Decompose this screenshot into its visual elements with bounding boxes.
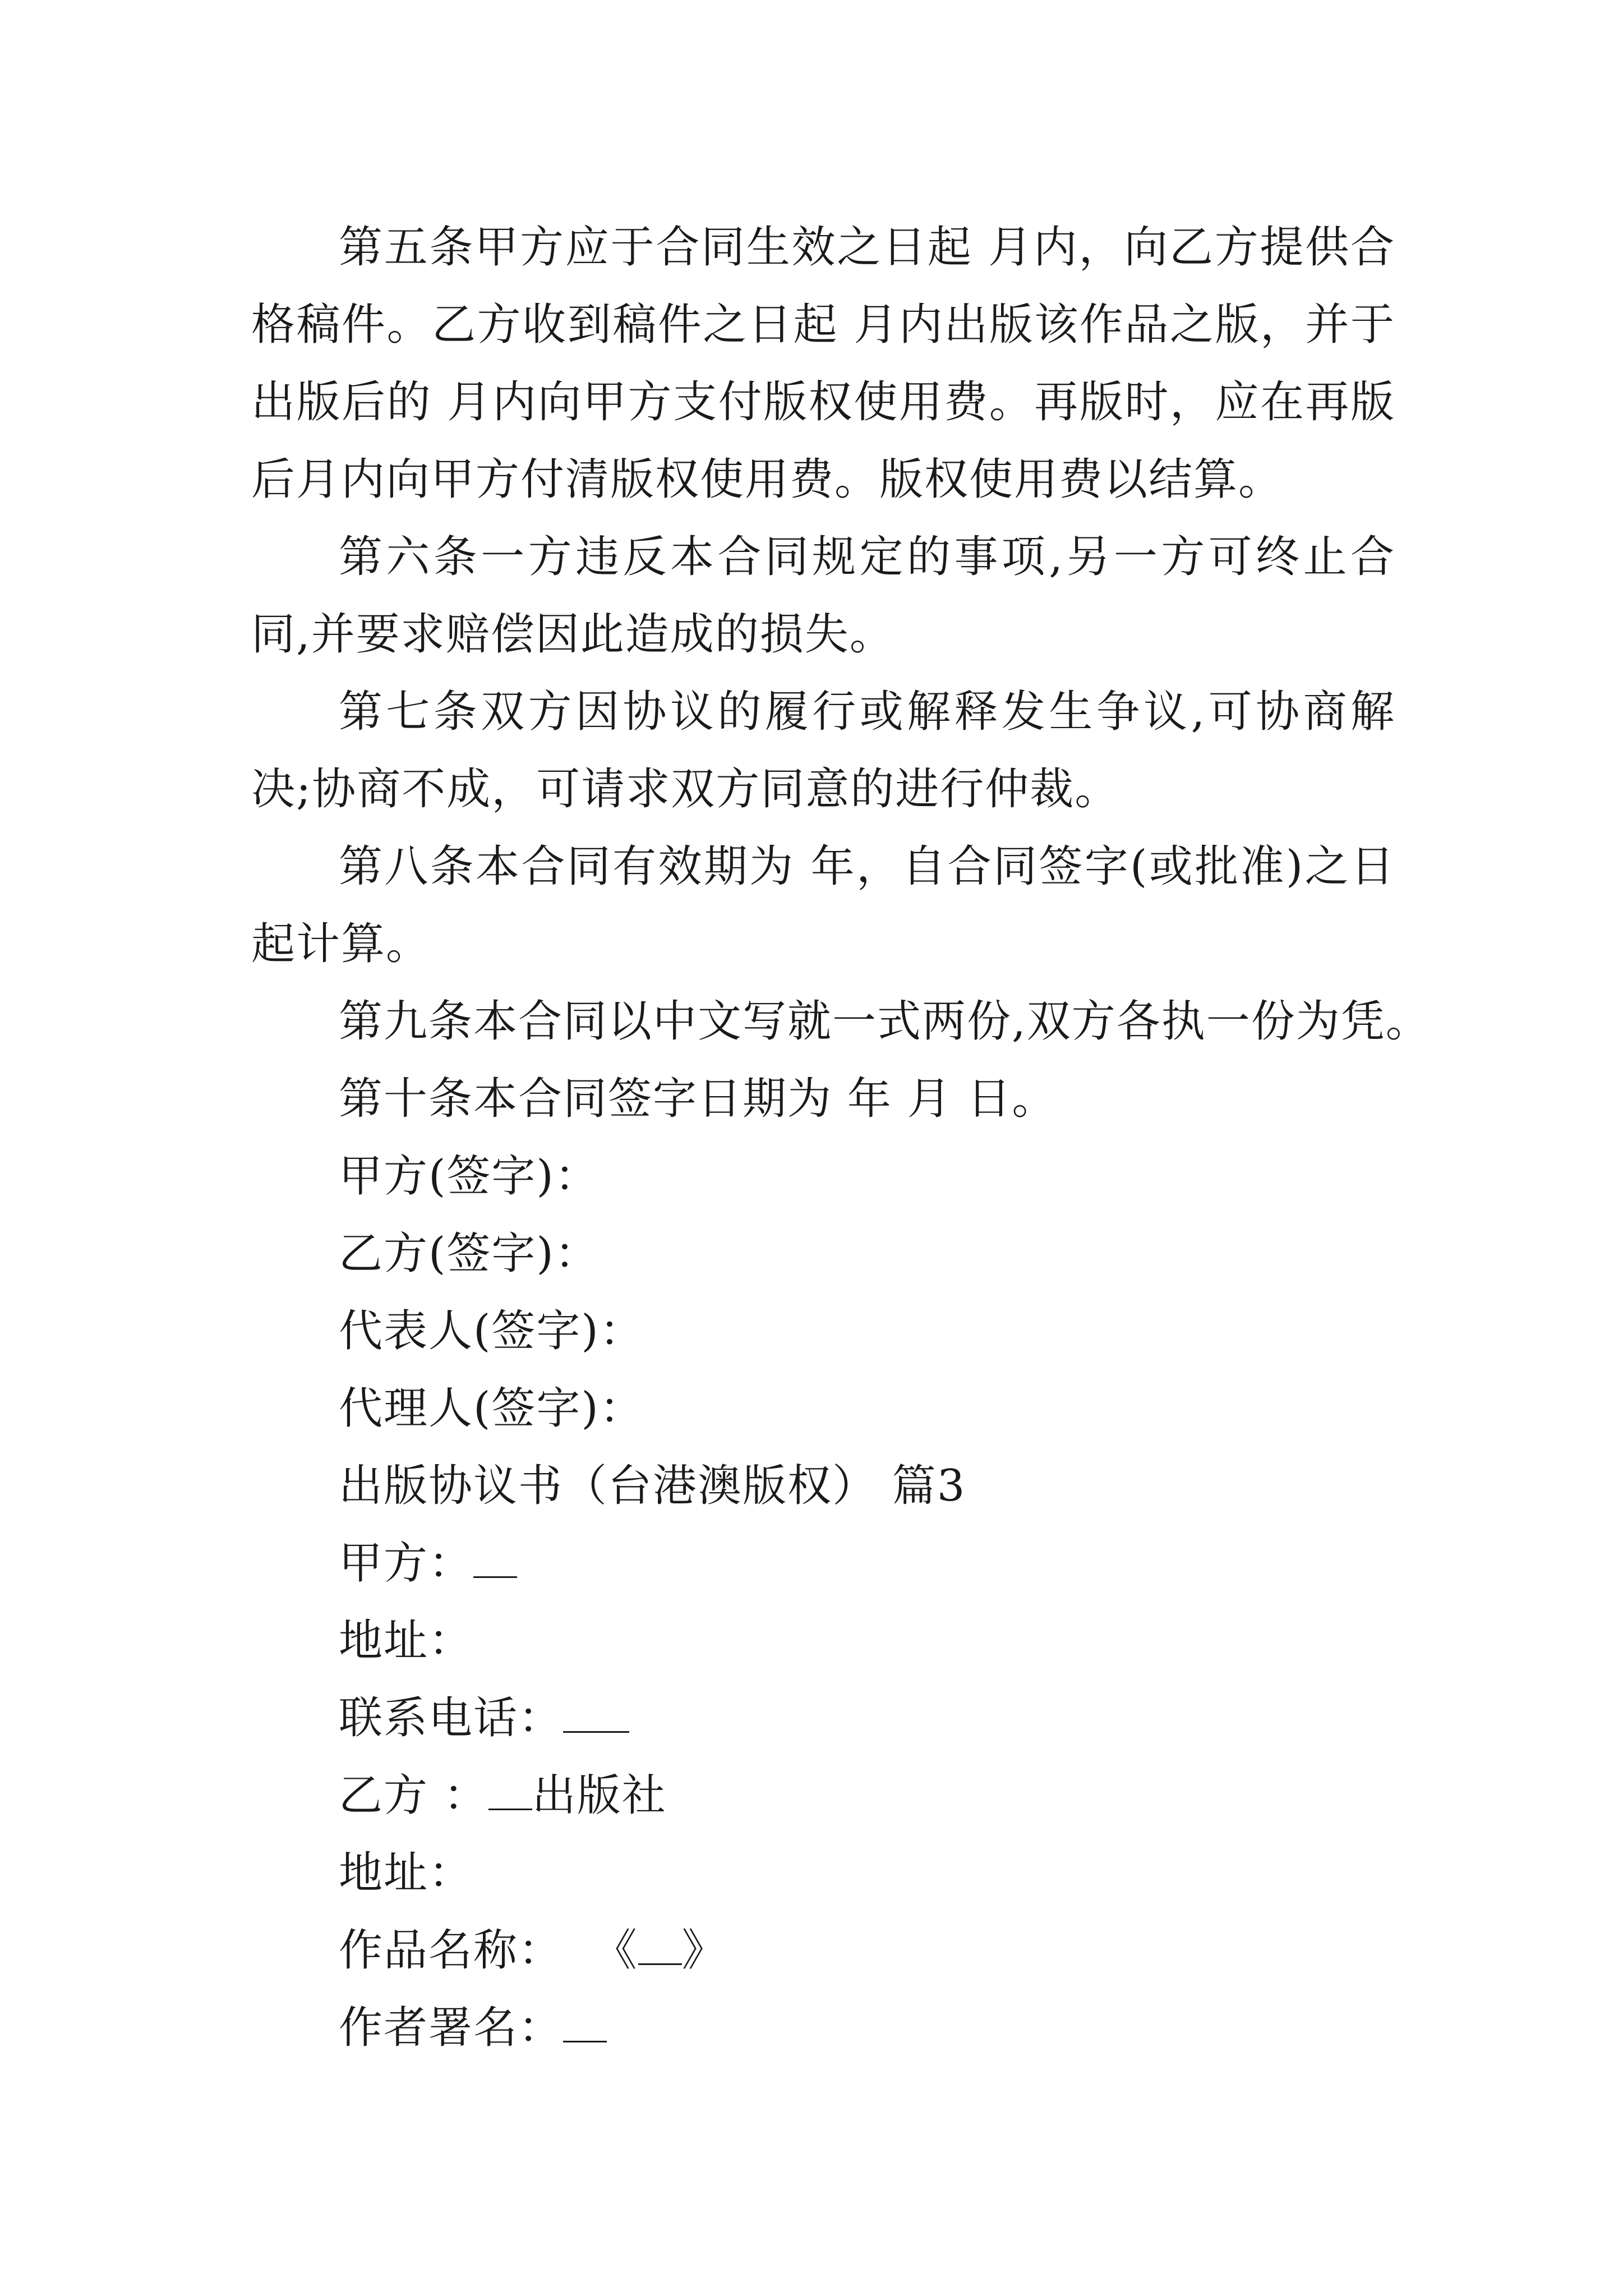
work-title-close: 》 — [681, 1925, 727, 1976]
signature-party-b: 乙方(签字)： — [339, 1228, 600, 1279]
clause-9: 第九条本合同以中文写就一式两份,双方各执一份为凭。 — [339, 996, 1431, 1047]
party-a-label: 甲方： — [339, 1538, 474, 1589]
work-title-open: 《 — [593, 1925, 638, 1976]
clause-6: 第六条一方违反本合同规定的事项,另一方可终止合同,并要求赔偿因此造成的损失。 — [251, 532, 1395, 660]
party-b-prefix: 乙方 ： — [339, 1770, 488, 1821]
clause-7: 第七条双方因协议的履行或解释发生争议,可协商解决;协商不成，可请求双方同意的进行仲裁。 — [251, 687, 1395, 815]
clause-10: 第十条本合同签字日期为 年 月 日。 — [339, 1074, 1057, 1124]
document-page — [251, 209, 1431, 2067]
author-line — [251, 1989, 1395, 2067]
signature-party-a: 甲方(签字)： — [339, 1151, 600, 1202]
work-title-label: 作品名称： — [339, 1925, 564, 1976]
author-blank — [563, 1999, 607, 2042]
party-b-blank — [488, 1767, 532, 1810]
address-b-line: 地址： — [339, 1848, 474, 1898]
section-3-heading: 出版协议书（台港澳版权） 篇3 — [339, 1461, 966, 1511]
work-title-blank — [638, 1922, 682, 1965]
address-a-line: 地址： — [339, 1616, 474, 1666]
phone-line — [251, 1680, 1395, 1757]
party-b-line — [251, 1757, 1395, 1834]
phone-label: 联系电话： — [339, 1693, 564, 1743]
party-b-suffix: 出版社 — [532, 1770, 667, 1821]
clause-8: 第八条本合同有效期为 年，自合同签字(或批准)之日起计算。 — [251, 841, 1395, 969]
signature-agent: 代理人(签字)： — [339, 1383, 644, 1434]
author-label: 作者署名： — [339, 2003, 564, 2053]
party-a-line — [251, 1525, 1395, 1602]
party-a-blank — [473, 1535, 517, 1578]
signature-representative: 代表人(签字)： — [339, 1306, 644, 1356]
work-title-line — [251, 1912, 1395, 1989]
phone-blank — [563, 1690, 629, 1733]
clause-5: 第五条甲方应于合同生效之日起 月内，向乙方提供合格稿件。乙方收到稿件之日起 月内出版该作品之版，并于出版后的 月内向甲方支付版权使用费。再版时，应在再版后月内向甲方付清版权使用费。版权使用费以结算。 — [251, 222, 1395, 505]
